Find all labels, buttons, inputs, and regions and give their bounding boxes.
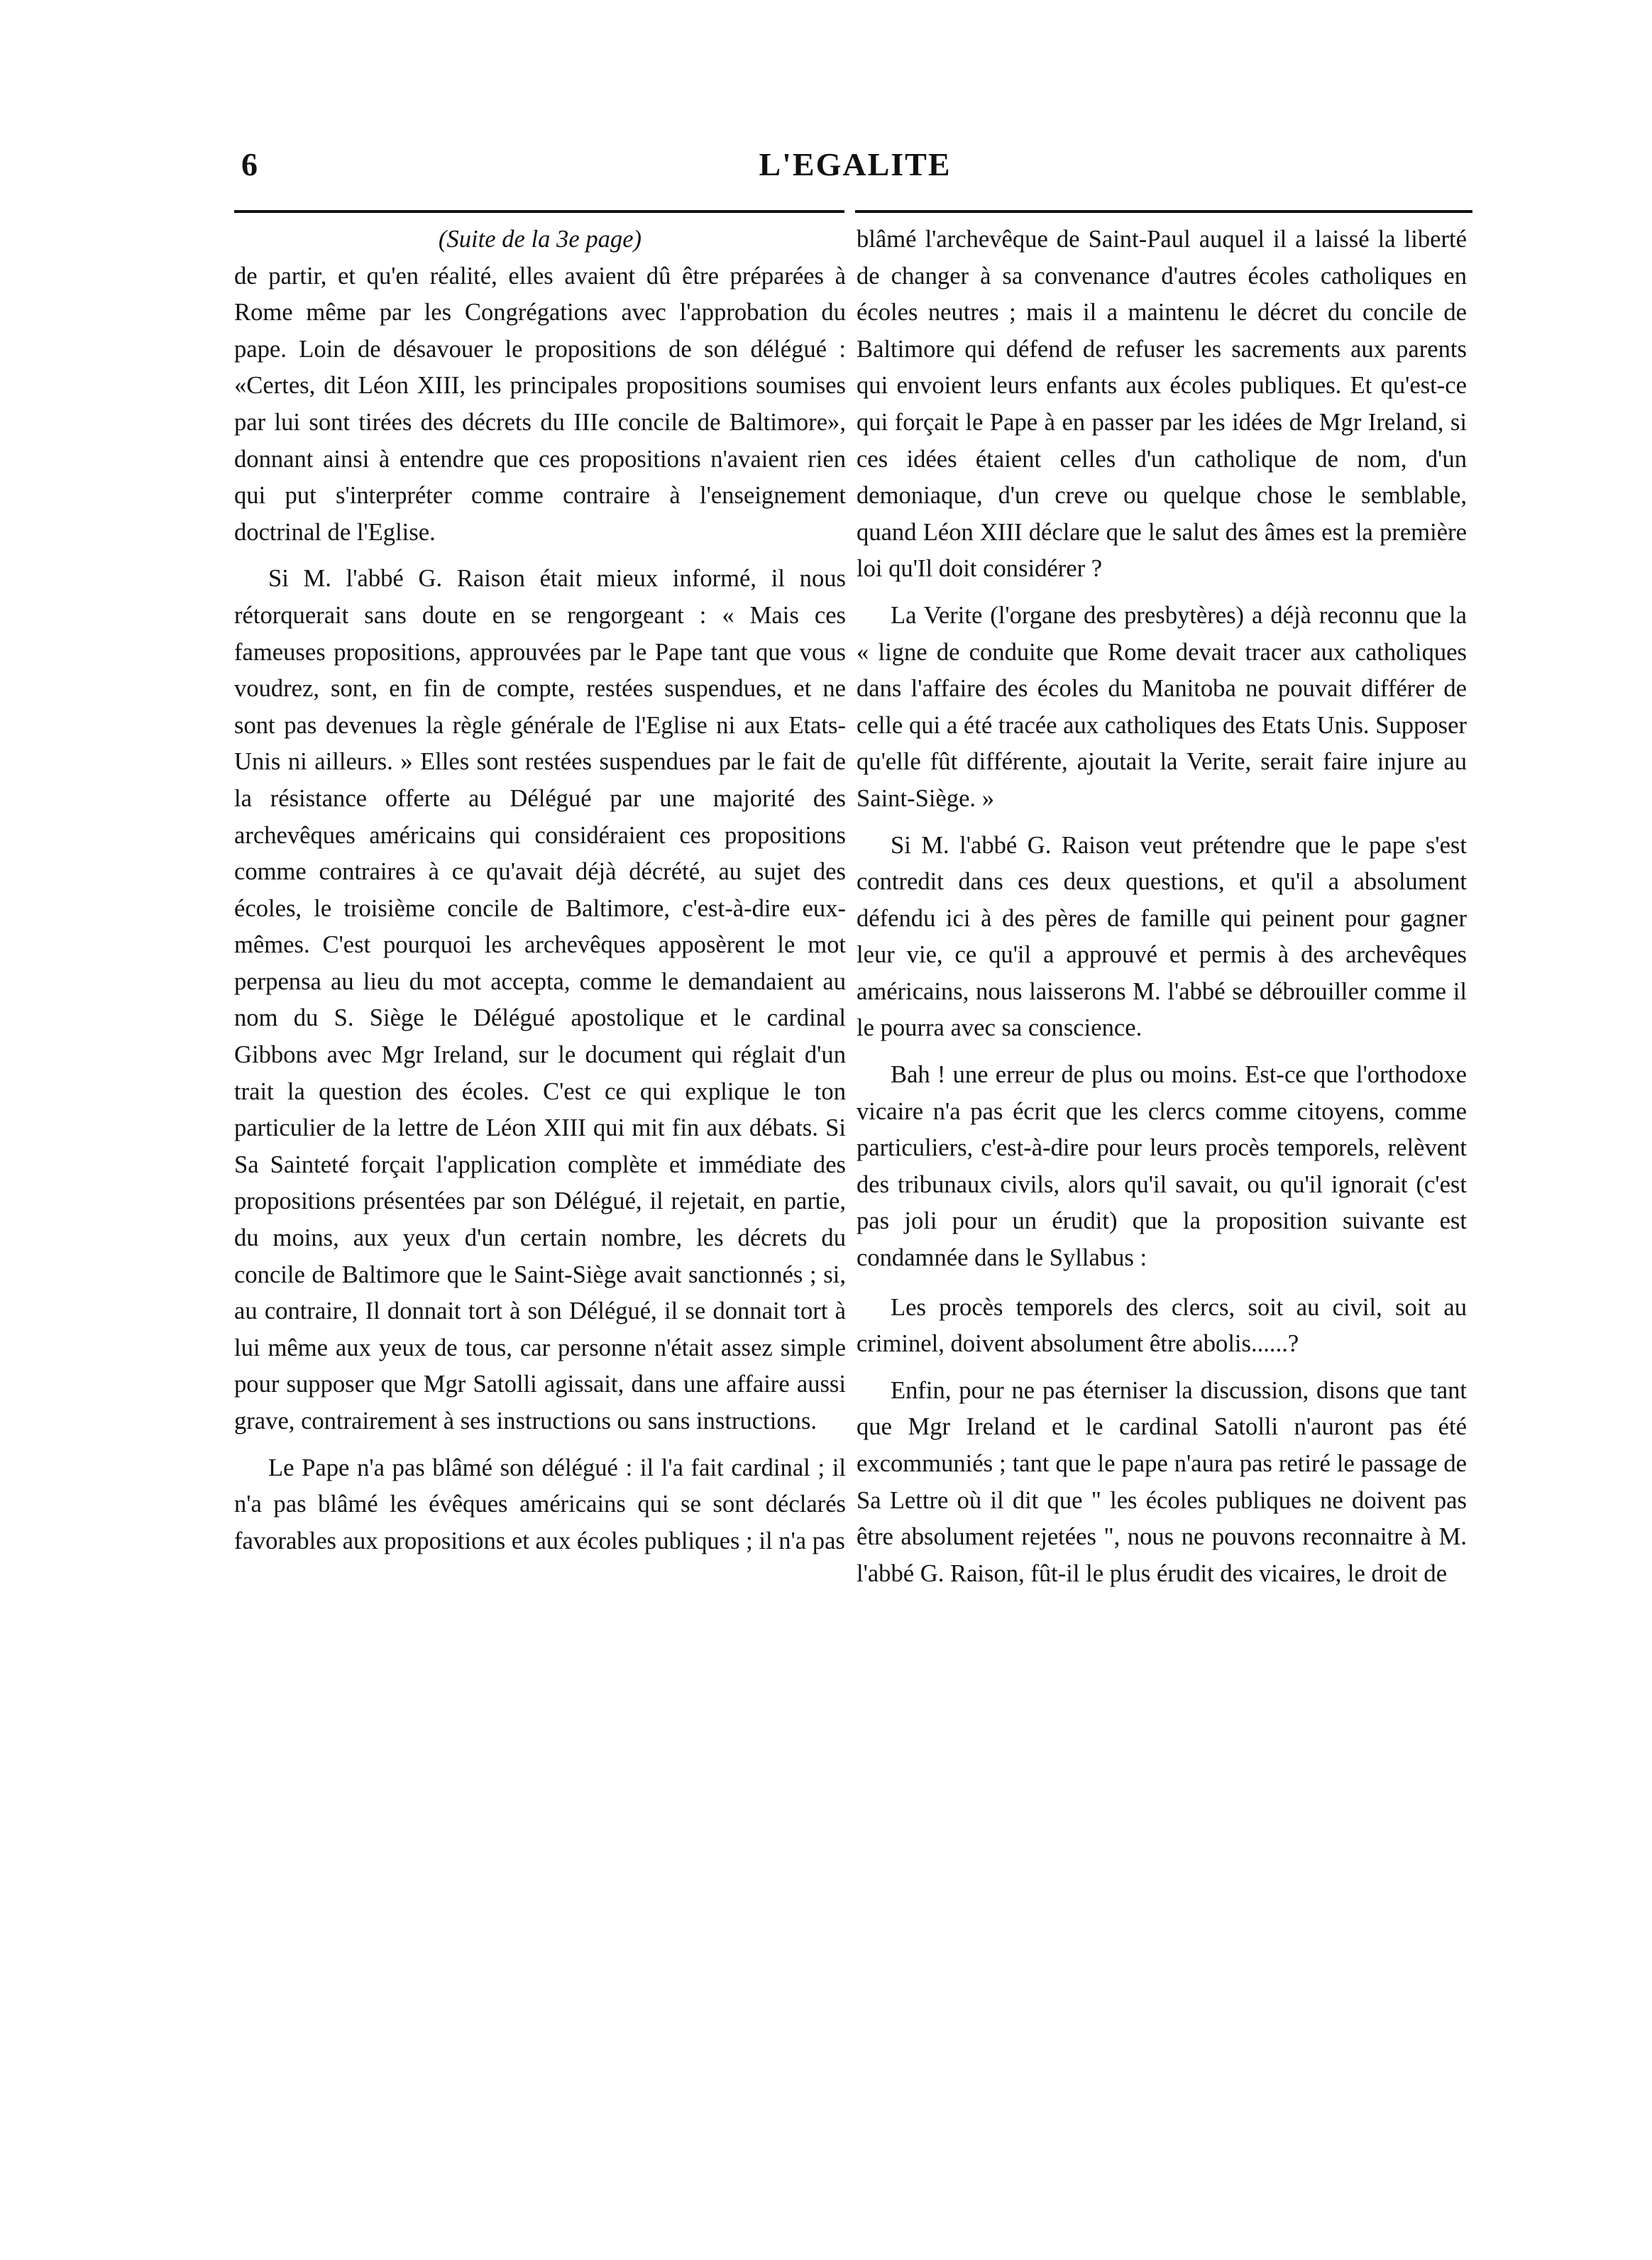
paragraph: La Verite (l'organe des presbytères) a déjà reconnu que la « ligne de conduite que Rome devait tracer aux catholiques dans l'affaire des écoles du Manitoba ne pouvait différer de celle qui a été tracée aux catholiques des Etats Unis. Supposer qu'elle fût différente, ajoutait la Verite, serait faire injure au Saint-Siège. » [857,601,1467,812]
paragraph: Enfin, pour ne pas éterniser la discussion, disons que tant que Mgr Ireland et le cardinal Satolli n'auront pas été excommuniés ; tant que le pape n'aura pas retiré le passage de Sa Lettre où il dit que " les écoles publiques ne doivent pas être absolument rejetées ", nous ne pouvons reconnaitre à M. l'abbé G. Raison, fût-il le plus érudit des vicaires, le droit de [857,1376,1467,1587]
paragraph: Bah ! une erreur de plus ou moins. Est-ce que l'orthodoxe vicaire n'a pas écrit que les clercs comme citoyens, comme particuliers, c'est-à-dire pour leurs procès temporels, relèvent des tribunaux civils, alors qu'il savait, ou qu'il ignorait (c'est pas joli pour un érudit) que la proposition suivante est condamnée dans le Syllabus : [857,1061,1467,1272]
right-column [857,221,1467,1592]
page-header [234,146,1476,195]
paragraph: Si M. l'abbé G. Raison était mieux informé, il nous rétorquerait sans doute en se rengorgeant : « Mais ces fameuses propositions, approuvées par le Pape tant que vous voudrez, sont, en fin de compte, restées suspendues, et ne sont pas devenues la règle générale de l'Eglise ni aux Etats-Unis ni ailleurs. » Elles sont restées suspendues par le fait de la résistance offerte au Délégué par une majorité des archevêques américains qui considéraient ces propositions comme contraires à ce qu'avait déjà décrété, au sujet des écoles, le troisième concile de Baltimore, c'est-à-dire eux-mêmes. C'est pourquoi les archevêques apposèrent le mot perpensa au lieu du mot accepta, comme le demandaient au nom du S. Siège le Délégué apostolique et le cardinal Gibbons avec Mgr Ireland, sur le document qui réglait d'un trait la question des écoles. C'est ce qui explique le ton particulier de la lettre de Léon XIII qui mit fin aux débats. Si Sa Sainteté forçait l'application complète et immédiate des propositions présentées par son Délégué, il rejetait, en partie, du moins, aux yeux d'un certain nombre, les décrets du concile de Baltimore que le Saint-Siège avait sanctionnés ; si, au contraire, Il donnait tort à son Délégué, il se donnait tort à lui même aux yeux de tous, car personne n'était assez simple pour supposer que Mgr Satolli agissait, dans une affaire aussi grave, contrairement à ses instructions ou sans instructions. [234,565,846,1435]
paragraph: Si M. l'abbé G. Raison veut prétendre que le pape s'est contredit dans ces deux questions, et qu'il a absolument défendu ici à des pères de famille qui peinent pour gagner leur vie, ce qu'il a approuvé et permis à des archevêques américains, nous laisserons M. l'abbé se débrouiller comme il le pourra avec sa conscience. [857,831,1467,1042]
paragraph: de partir, et qu'en réalité, elles avaient dû être préparées à Rome même par les Congrégations avec l'approbation du pape. Loin de désavouer le propositions de son délégué : «Certes, dit Léon XIII, les principales propositions soumises par lui sont tirées des décrets du IIIe concile de Baltimore», donnant ainsi à entendre que ces propositions n'avaient rien qui put s'interpréter comme contraire à l'enseignement doctrinal de l'Eglise. [234,262,846,546]
continued-note: (Suite de la 3e page) [438,226,642,253]
journal-title: L'EGALITE [759,146,952,182]
left-column [234,221,846,1559]
header-rule-left [234,210,844,213]
header-rule-right [855,210,1472,213]
quoted-proposition: Les procès temporels des clercs, soit au civil, soit au criminel, doivent absolument être abolis......? [857,1293,1467,1358]
paragraph: Le Pape n'a pas blâmé son délégué : il l'a fait cardinal ; il n'a pas blâmé les évêques américains qui se sont déclarés favorables aux propositions et aux écoles publiques ; il n'a pas [234,1454,846,1554]
paragraph: blâmé l'archevêque de Saint-Paul auquel il a laissé la liberté de changer à sa convenance d'autres écoles catholiques en écoles neutres ; mais il a maintenu le décret du concile de Baltimore qui défend de refuser les sacrements aux parents qui envoient leurs enfants aux écoles publiques. Et qu'est-ce qui forçait le Pape à en passer par les idées de Mgr Ireland, si ces idées étaient celles d'un catholique de nom, d'un demoniaque, d'un creve ou quelque chose le semblable, quand Léon XIII déclare que le salut des âmes est la première loi qu'Il doit considérer ? [857,226,1467,583]
page-number: 6 [241,146,258,182]
